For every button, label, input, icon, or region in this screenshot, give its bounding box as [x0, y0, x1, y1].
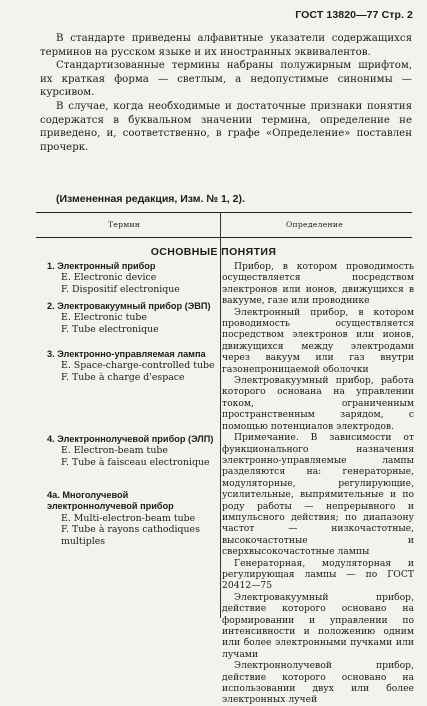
definition-paragraph: Электровакуумный прибор, действие которого основано на формировании и управлении по интенсивности и положению одним или более электронными пучками или лучами [222, 591, 414, 660]
term-entry [47, 349, 215, 383]
intro-text [40, 32, 412, 154]
term-title: 1. Электронный прибор [47, 261, 156, 271]
term-entry [47, 490, 215, 547]
running-head: ГОСТ 13820—77 Стр. 2 [295, 9, 413, 21]
intro-paragraph: Стандартизованные термины набраны полужирным шрифтом, их краткая форма — светлым, а недопустимые синонимы — курсивом. [40, 60, 412, 99]
term-entry [47, 301, 215, 335]
term-title: 3. Электронно-управляемая лампа [47, 349, 206, 359]
intro-paragraph: В стандарте приведены алфавитные указатели содержащихся терминов на русском языке и их иностранных эквивалентов. [40, 33, 412, 58]
term-entry [47, 261, 215, 295]
term-equivalent: E. Electronic device [61, 272, 157, 284]
intro-paragraph: В случае, когда необходимые и достаточные признаки понятия содержатся в буквальном значении термина, определение не приведено, и, соответственно, в графе «Определение» поставлен прочерк. [40, 100, 412, 153]
table-top-rule [36, 212, 412, 213]
term-equivalent: F. Tube electronique [61, 323, 159, 335]
term-equivalent: E. Space-charge-controlled tube [61, 360, 215, 372]
definition-paragraph: Генераторная, модуляторная и регулирующая лампы — по ГОСТ 20412—75 [222, 557, 414, 592]
definition-paragraph: Прибор, в котором проводимость осуществляется посредством электронов или ионов, движущихся в вакууме, газе или проводнике [222, 261, 414, 307]
section-title: ОСНОВНЫЕ ПОНЯТИЯ [150, 246, 277, 258]
table-header-rule [36, 237, 412, 238]
definition-paragraph: Электровакуумный прибор, работа которого основана на управлении током, ограниченным пространственным зарядом, с помощью потенциалов электродов. [222, 375, 414, 432]
column-header-term: Термин [108, 220, 141, 229]
column-header-definition: Определение [286, 220, 344, 229]
term-equivalent: F. Tube à faisceau electronique [61, 456, 210, 468]
term-title: 4а. Многолучевой электроннолучевой прибор [47, 490, 174, 512]
term-equivalent: E. Electronic tube [61, 312, 147, 324]
definitions-column [222, 261, 414, 706]
definition-paragraph: Электронный прибор, в котором проводимость осуществляется посредством электронов или ионов, движущихся между электродами через вакуум или газ внутри газонепроницаемой оболочки [222, 306, 414, 375]
term-equivalent: E. Multi-electron-beam tube [61, 512, 196, 524]
term-equivalent: F. Dispositif electronique [61, 283, 180, 295]
term-equivalent: F. Tube à charge d'espace [61, 371, 185, 383]
term-equivalent: F. Tube à rayons cathodiques multiples [61, 524, 200, 547]
term-title: 2. Электровакуумный прибор (ЭВП) [47, 301, 211, 311]
term-title: 4. Электроннолучевой прибор (ЭЛП) [47, 434, 214, 444]
term-entry [47, 434, 215, 468]
definition-paragraph: Электроннолучевой прибор, действие которого основано на использовании двух или более электронных лучей [222, 660, 414, 706]
change-note: (Измененная редакция, Изм. № 1, 2). [56, 193, 245, 205]
definition-note: Примечание. В зависимости от функционального назначения электронно-управляемые лампы разделяются на: генераторные, модуляторные, регулирующие, усилительные, выпрямительные и по роду работы — непрерывного и импульсного действия; по диапазону частот — низкочастотные, высокочастотные и сверхвысокочастотные лампы [222, 432, 414, 558]
term-equivalent: E. Electron-beam tube [61, 445, 168, 457]
column-divider [220, 212, 221, 618]
